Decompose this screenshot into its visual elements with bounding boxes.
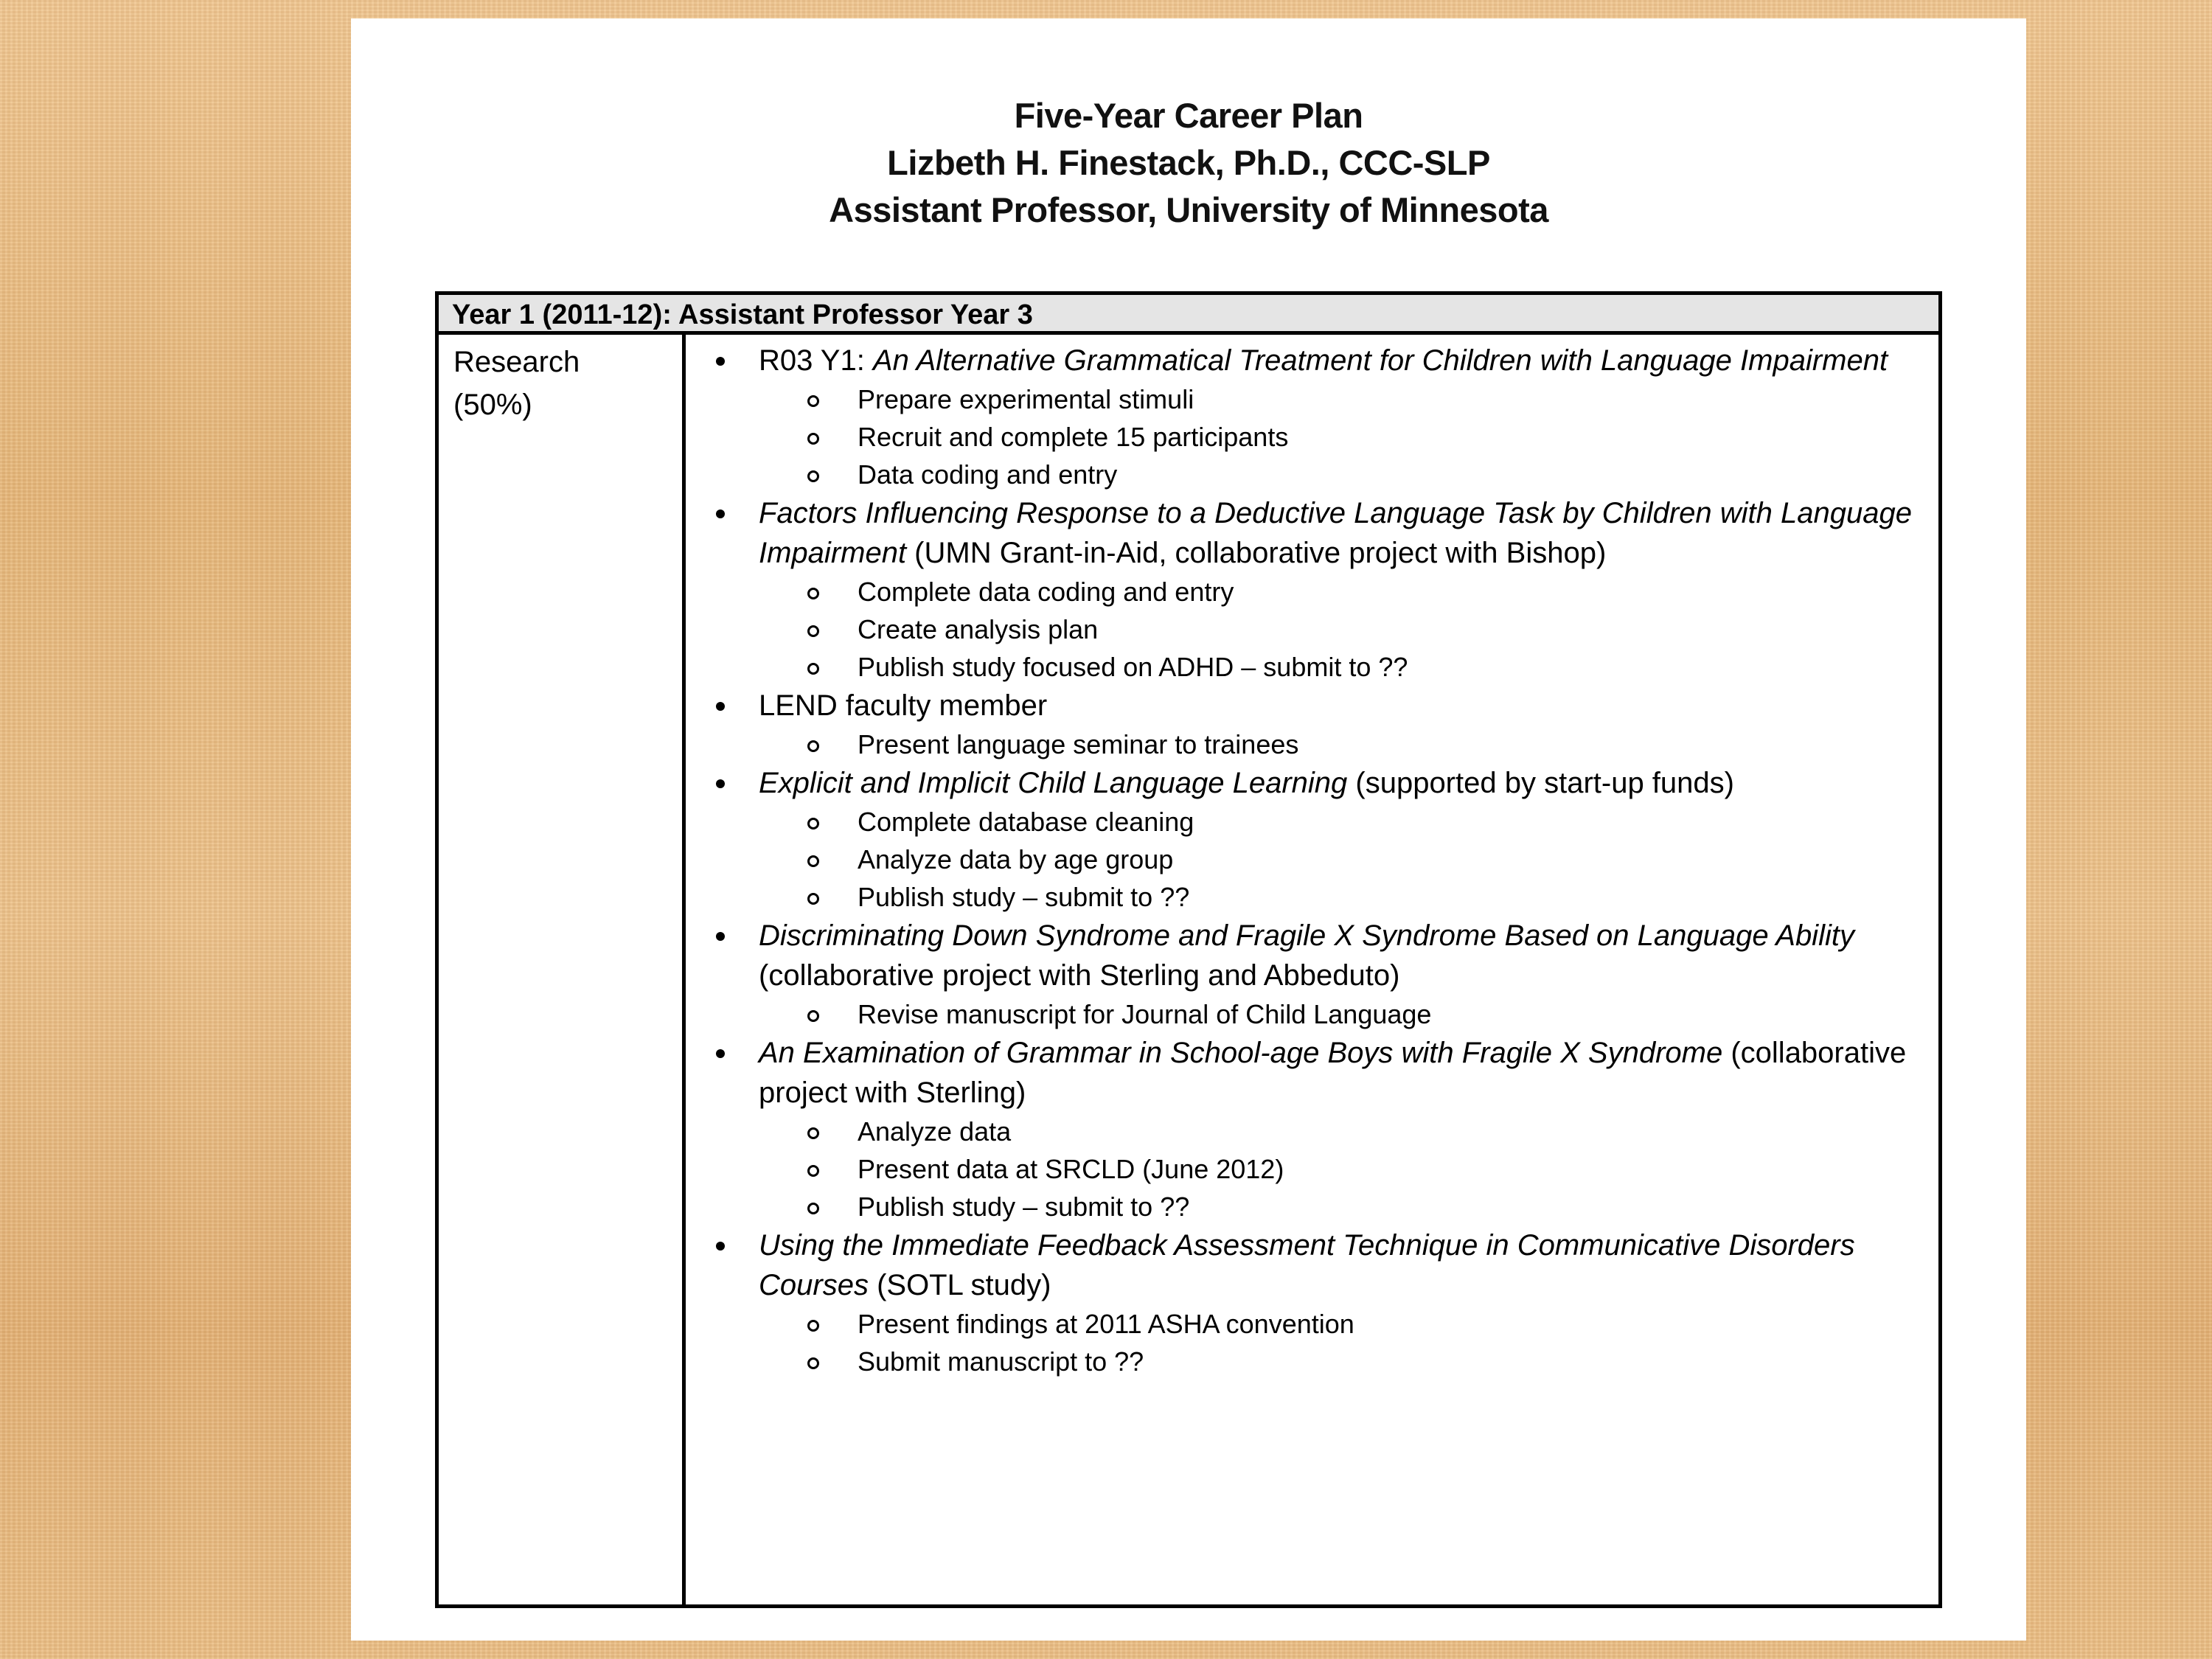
item-text (759, 1033, 1921, 1113)
list-item (697, 686, 1921, 763)
sub-list-item (759, 726, 1921, 763)
sub-list (759, 726, 1921, 763)
item-text (759, 493, 1921, 573)
sub-list-item (759, 418, 1921, 456)
sub-item-text: Analyze data by age group (858, 844, 1174, 874)
sub-list (759, 573, 1921, 686)
category-percent: (50%) (453, 389, 532, 421)
sub-list-item (759, 1305, 1921, 1343)
item-note: (collaborative project with Sterling and Abbeduto) (759, 959, 1400, 992)
sub-item-text: Analyze data (858, 1116, 1012, 1147)
item-text (759, 1225, 1921, 1305)
bullet-icon (716, 932, 725, 941)
sub-list-item (759, 380, 1921, 418)
research-items (697, 341, 1921, 1380)
sub-list (759, 1305, 1921, 1380)
author-position: Assistant Professor, University of Minnesota (829, 190, 1548, 229)
item-note: (UMN Grant-in-Aid, collaborative project with Bishop) (906, 537, 1607, 569)
sub-list-item (759, 456, 1921, 493)
list-item (697, 916, 1921, 1033)
list-item (697, 763, 1921, 916)
sub-list-item (759, 841, 1921, 878)
item-list (697, 341, 1921, 1380)
circle-bullet-icon (807, 1010, 819, 1022)
sub-list (759, 380, 1921, 493)
circle-bullet-icon (807, 818, 819, 830)
category-label: Research (453, 346, 580, 378)
sub-item-text: Present data at SRCLD (June 2012) (858, 1154, 1284, 1184)
sub-item-text: Present findings at 2011 ASHA convention (858, 1309, 1354, 1339)
sub-item-text: Publish study – submit to ?? (858, 1192, 1190, 1222)
sub-list (759, 1113, 1921, 1225)
item-text (759, 341, 1921, 380)
bullet-icon (716, 1242, 725, 1251)
sub-item-text: Complete data coding and entry (858, 577, 1234, 607)
sub-item-text: Complete database cleaning (858, 807, 1194, 837)
sub-list-item (759, 1188, 1921, 1225)
item-title: An Alternative Grammatical Treatment for Children with Language Impairment (872, 344, 1888, 377)
document-header (351, 92, 2026, 234)
list-item (697, 1225, 1921, 1380)
sub-list-item (759, 1113, 1921, 1150)
circle-bullet-icon (807, 433, 819, 445)
item-note: (SOTL study) (868, 1269, 1051, 1301)
item-title: Discriminating Down Syndrome and Fragile X Syndrome Based on Language Ability (759, 919, 1854, 952)
sub-item-text: Publish study – submit to ?? (858, 882, 1190, 912)
category-cell (453, 341, 675, 426)
list-item (697, 341, 1921, 493)
sub-item-text: Submit manuscript to ?? (858, 1346, 1144, 1377)
sub-list (759, 995, 1921, 1033)
sub-list-item (759, 648, 1921, 686)
circle-bullet-icon (807, 663, 819, 675)
year-heading: Year 1 (2011-12): Assistant Professor Year 3 (439, 295, 1938, 335)
circle-bullet-icon (807, 625, 819, 637)
bullet-icon (716, 1049, 725, 1058)
column-divider (682, 335, 686, 1604)
item-title: Factors Influencing Response to a Deductive Language Task by Children with Language Impairment (759, 497, 1912, 569)
sub-item-text: Data coding and entry (858, 459, 1118, 490)
sub-list-item (759, 803, 1921, 841)
document-title: Five-Year Career Plan (1014, 96, 1363, 135)
bullet-icon (716, 357, 725, 366)
list-item (697, 493, 1921, 686)
item-lead: R03 Y1: (759, 344, 873, 377)
sub-item-text: Create analysis plan (858, 614, 1099, 644)
item-title: An Examination of Grammar in School-age Boys with Fragile X Syndrome (759, 1037, 1723, 1069)
item-text (759, 916, 1921, 995)
circle-bullet-icon (807, 740, 819, 752)
sub-item-text: Present language seminar to trainees (858, 729, 1299, 759)
sub-list-item (759, 995, 1921, 1033)
item-note: (collaborative project with Sterling) (759, 1037, 1907, 1109)
bullet-icon (716, 702, 725, 711)
sub-item-text: Prepare experimental stimuli (858, 384, 1194, 414)
career-plan-table (435, 291, 1942, 1608)
circle-bullet-icon (807, 1357, 819, 1369)
sub-list-item (759, 573, 1921, 611)
item-title: Explicit and Implicit Child Language Learning (759, 767, 1348, 799)
circle-bullet-icon (807, 470, 819, 482)
item-lead: LEND faculty member (759, 689, 1048, 722)
circle-bullet-icon (807, 395, 819, 407)
sub-list-item (759, 1343, 1921, 1380)
item-text (759, 686, 1921, 726)
bullet-icon (716, 509, 725, 518)
item-title: Using the Immediate Feedback Assessment Technique in Communicative Disorders Courses (759, 1229, 1855, 1301)
bullet-icon (716, 779, 725, 788)
circle-bullet-icon (807, 588, 819, 599)
sub-list (759, 803, 1921, 916)
item-note: (supported by start-up funds) (1347, 767, 1734, 799)
circle-bullet-icon (807, 893, 819, 905)
sub-list-item (759, 878, 1921, 916)
circle-bullet-icon (807, 1127, 819, 1139)
sub-list-item (759, 611, 1921, 648)
sub-item-text: Revise manuscript for Journal of Child Language (858, 999, 1432, 1029)
author-name: Lizbeth H. Finestack, Ph.D., CCC-SLP (887, 143, 1490, 182)
sub-item-text: Recruit and complete 15 participants (858, 422, 1289, 452)
sub-list-item (759, 1150, 1921, 1188)
list-item (697, 1033, 1921, 1225)
circle-bullet-icon (807, 1203, 819, 1214)
sub-item-text: Publish study focused on ADHD – submit to ?? (858, 652, 1408, 682)
item-text (759, 763, 1921, 803)
circle-bullet-icon (807, 1165, 819, 1177)
circle-bullet-icon (807, 1320, 819, 1332)
circle-bullet-icon (807, 855, 819, 867)
document-page (351, 18, 2026, 1641)
